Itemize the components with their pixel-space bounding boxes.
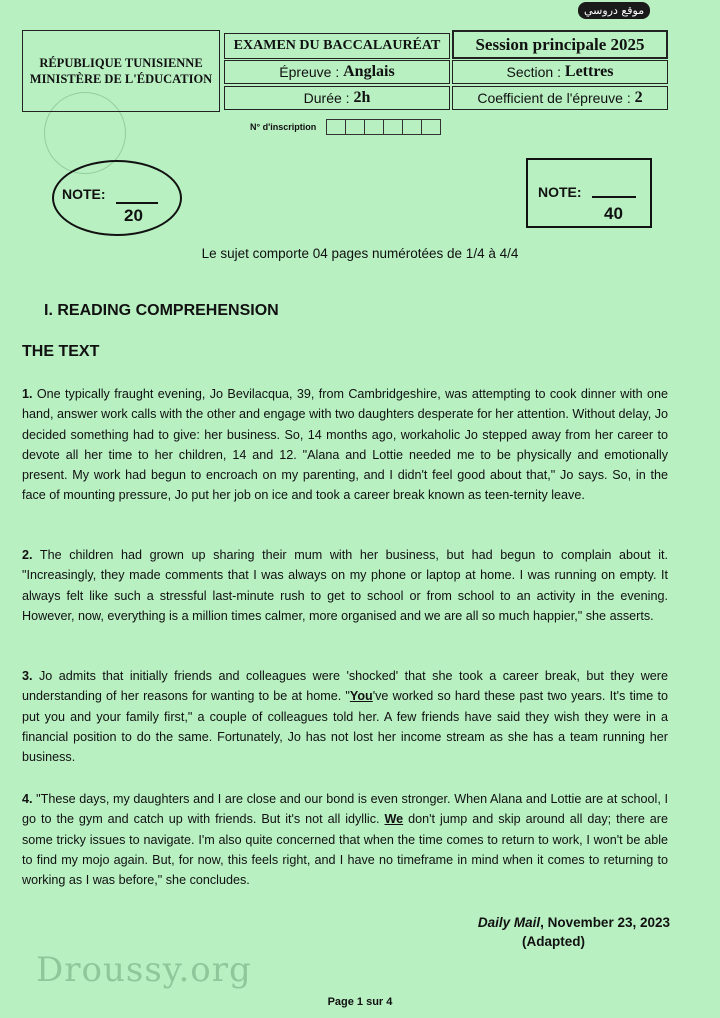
duree-cell <box>224 86 450 110</box>
source-date: , November 23, 2023 <box>540 915 670 930</box>
note-right-value: 40 <box>604 204 623 223</box>
header-institution <box>22 30 220 112</box>
coefficient-value: 2 <box>634 89 643 106</box>
paragraph-2 <box>22 545 668 626</box>
paragraph-text: "These days, my daughters and I are close and our bond is even stronger. When Alana and Lottie are at school, I go to the gym and catch up with friends. But it's not all idyllic. <box>22 792 668 827</box>
paragraph-number: 4. <box>22 792 33 806</box>
ministry-label: MINISTÈRE DE L'ÉDUCATION <box>29 72 213 86</box>
paragraph-text: Jo admits that initially friends and colleagues were 'shocked' that she took a career break, but they were understanding of her reasons for wanting to be at home. " <box>22 669 668 704</box>
paragraph-3 <box>22 666 668 767</box>
note-oval <box>52 160 182 236</box>
pages-info: Le sujet comporte 04 pages numérotées de 1/4 à 4/4 <box>201 246 519 261</box>
underlined-word: You <box>349 689 373 704</box>
paragraph-text: 've worked so hard these past two years. It's time to put you and your family first," a couple of colleagues told her. A few friends have said they wish they were in a financial position to do the same. Fortunately, Jo has not lost her income stream as she has a team running her business. <box>22 689 668 765</box>
inscription-digit-box[interactable] <box>364 119 384 135</box>
note-left-label: NOTE: <box>62 186 106 202</box>
paragraph-1 <box>22 384 668 506</box>
epreuve-value: Anglais <box>343 63 395 80</box>
section-cell <box>452 60 668 84</box>
epreuve-cell <box>224 60 450 84</box>
note-left-value: 20 <box>124 206 143 225</box>
republic-label: RÉPUBLIQUE TUNISIENNE <box>39 56 203 70</box>
source-publication: Daily Mail <box>477 915 541 930</box>
inscription-digit-box[interactable] <box>345 119 365 135</box>
epreuve-label: Épreuve : <box>279 64 340 80</box>
note-left-blank <box>116 202 158 204</box>
note-right-blank <box>592 196 636 198</box>
paragraph-number: 1. <box>22 387 33 401</box>
note-box <box>526 158 652 228</box>
session-title: Session principale 2025 <box>452 30 668 59</box>
text-heading: THE TEXT <box>22 343 100 360</box>
coefficient-cell <box>452 86 668 110</box>
inscription-number-boxes[interactable] <box>326 119 440 135</box>
coefficient-label: Coefficient de l'épreuve : <box>477 90 631 106</box>
site-watermark: Droussy.org <box>36 950 252 990</box>
paragraph-4 <box>22 789 668 890</box>
site-badge: موقع دروسي <box>578 2 650 19</box>
section-heading: I. READING COMPREHENSION <box>44 302 279 319</box>
inscription-digit-box[interactable] <box>383 119 403 135</box>
source-citation <box>478 912 670 934</box>
paragraph-text: One typically fraught evening, Jo Bevilacqua, 39, from Cambridgeshire, was attempting to cook dinner with one hand, answer work calls with the other and engage with two daughters desperate for her attention. Without delay, Jo decided something had to give: her business. So, 14 months ago, workaholic Jo stepped away from her career to devote all her time to her children, 14 and 12. "Alana and Lottie needed me to be physically and emotionally present. My work had begun to encroach on my parenting, and I didn't feel good about that," Jo says. So, in the face of mounting pressure, Jo put her job on ice and took a career break known as teen-ternity leave. <box>22 387 668 503</box>
section-label: Section : <box>506 64 561 80</box>
inscription-label: N° d'inscription <box>250 122 317 132</box>
paragraph-number: 3. <box>22 669 33 683</box>
paragraph-number: 2. <box>22 548 33 562</box>
inscription-digit-box[interactable] <box>421 119 441 135</box>
duree-value: 2h <box>353 89 371 106</box>
paragraph-text: don't jump and skip around all day; there are some tricky issues to navigate. I'm also quite concerned that when the time comes to return to work, I won't be able to find my mojo again. But, for now, this feels right, and I have no timeframe in mind when it comes to returning to working as I was before," she concludes. <box>22 812 668 888</box>
inscription-digit-box[interactable] <box>402 119 422 135</box>
inscription-digit-box[interactable] <box>326 119 346 135</box>
section-value: Lettres <box>564 63 614 80</box>
paragraph-text: The children had grown up sharing their mum with her business, but had begun to complain about it. "Increasingly, they made comments that I was always on my phone or laptop at home. I was running on empty. It always felt like such a stressful last-minute rush to get to school or from school to an activity in the evening. However, now, everything is a million times calmer, more organised and we are all so much happier," she asserts. <box>22 548 668 623</box>
note-right-label: NOTE: <box>538 184 582 200</box>
page-number: Page 1 sur 4 <box>327 996 393 1008</box>
source-adapted-note: (Adapted) <box>522 934 585 949</box>
duree-label: Durée : <box>303 90 350 106</box>
exam-title: EXAMEN DU BACCALAURÉAT <box>224 33 450 59</box>
underlined-word: We <box>384 812 404 827</box>
